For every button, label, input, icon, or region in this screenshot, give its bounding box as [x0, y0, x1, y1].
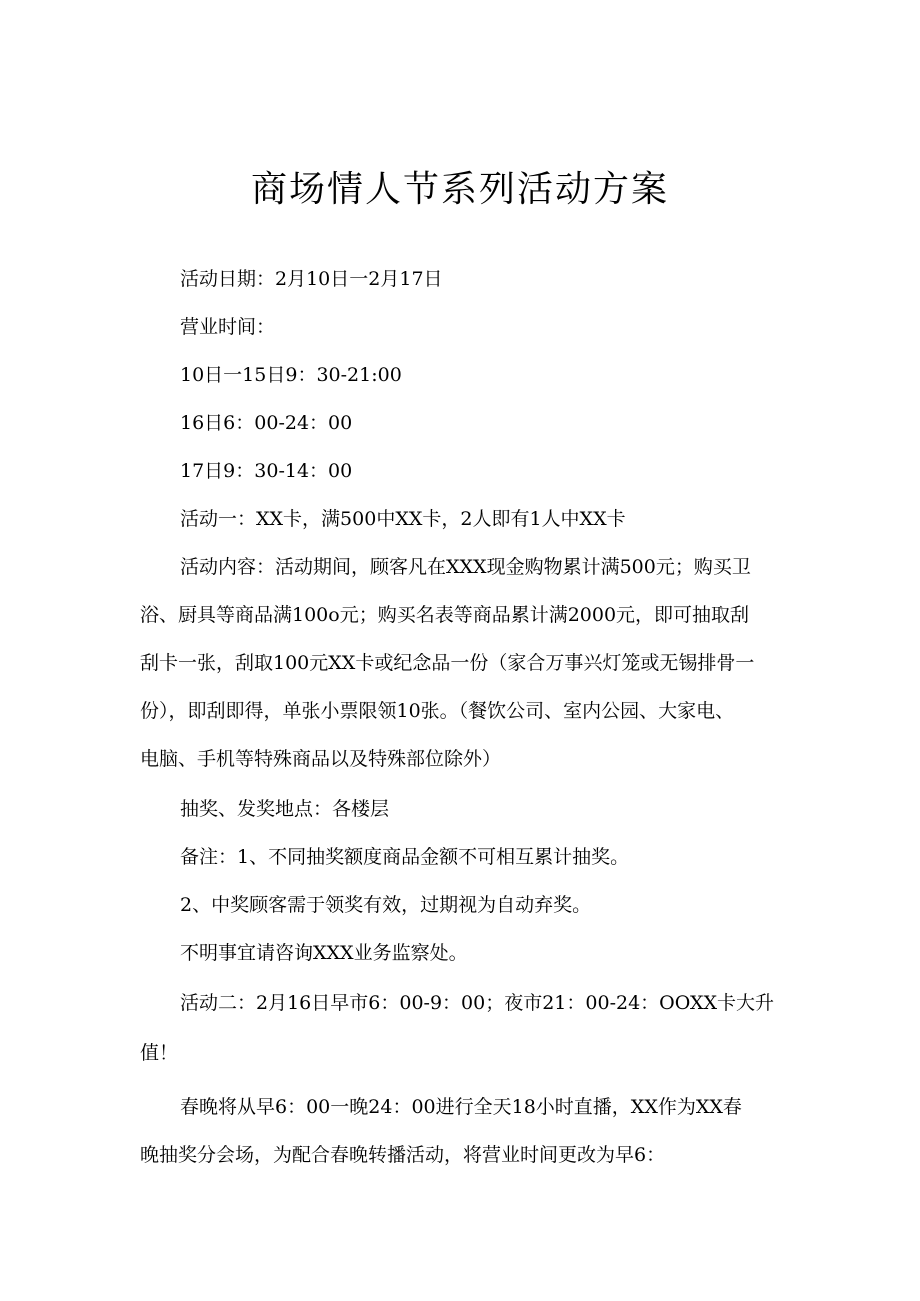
paragraph-activity-content-line-3: 刮卡一张，刮取100元XX卡或纪念品一份（家合万事兴灯笼或无锡排骨一	[140, 652, 755, 674]
paragraph-hours-17: 17日9：30-14：00	[180, 460, 353, 482]
paragraph-spring-gala-line-1: 春晚将从早6：00一晚24：00进行全天18小时直播，XX作为XX春	[180, 1096, 742, 1118]
paragraph-activity-content-line-4: 份），即刮即得，单张小票限领10张。（餐饮公司、室内公园、大家电、	[140, 700, 735, 722]
paragraph-hours-10-15: 10日一15日9：30-21:00	[180, 364, 402, 386]
paragraph-activity-dates: 活动日期：2月10日一2月17日	[180, 268, 443, 290]
paragraph-activity-content-line-5: 电脑、手机等特殊商品以及特殊部位除外）	[140, 748, 502, 770]
paragraph-activity-one: 活动一：XX卡，满500中XX卡，2人即有1人中XX卡	[180, 508, 626, 530]
paragraph-activity-content-line-1: 活动内容：活动期间，顾客凡在XXX现金购物累计满500元；购买卫	[180, 556, 751, 578]
paragraph-note-2: 2、中奖顾客需于领奖有效，过期视为自动弃奖。	[180, 894, 592, 916]
paragraph-spring-gala-line-2: 晚抽奖分会场，为配合春晚转播活动，将营业时间更改为早6：	[140, 1144, 666, 1166]
paragraph-activity-content-line-2: 浴、厨具等商品满100o元；购买名表等商品累计满2000元，即可抽取刮	[140, 604, 750, 626]
paragraph-inquiry: 不明事宜请咨询XXX业务监察处。	[180, 942, 468, 964]
paragraph-business-hours-label: 营业时间：	[180, 316, 276, 338]
document-title: 商场情人节系列活动方案	[250, 169, 669, 210]
paragraph-activity-two-line-2: 值！	[140, 1042, 179, 1064]
paragraph-activity-two-line-1: 活动二：2月16日早市6：00-9：00；夜市21：00-24：OOXX卡大升	[180, 992, 775, 1014]
paragraph-hours-16: 16日6：00-24：00	[180, 412, 353, 434]
paragraph-prize-location: 抽奖、发奖地点：各楼层	[180, 798, 390, 820]
paragraph-note-1: 备注：1、不同抽奖额度商品金额不可相互累计抽奖。	[180, 846, 630, 868]
